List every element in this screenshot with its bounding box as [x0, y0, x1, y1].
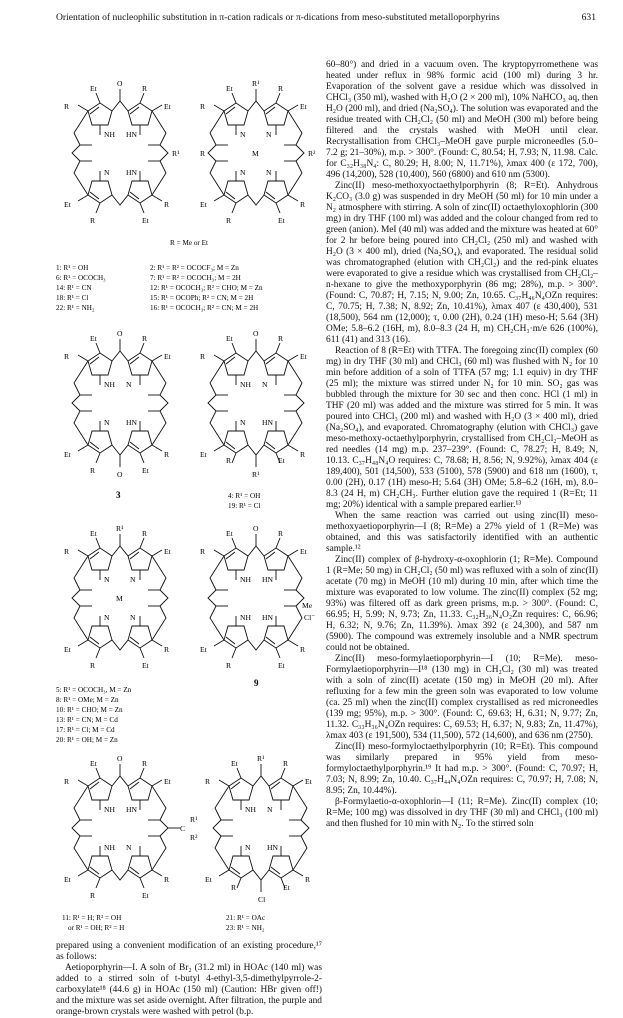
svg-text:R: R [142, 529, 148, 538]
label-6: 6: R¹ = OCOCH₃ [56, 274, 106, 282]
svg-text:Et: Et [164, 352, 171, 361]
svg-text:R: R [226, 661, 232, 670]
label-5: 5: R¹ = OCOCH₃, M = Zn [56, 686, 132, 694]
svg-text:Et: Et [205, 875, 212, 884]
svg-text:O: O [253, 524, 259, 533]
svg-text:HN: HN [126, 130, 137, 139]
paragraph: β-Formylaetio-α-oxophlorin—I (11; R=Me). Zinc(II) complex (10; R=Me; 100 mg) was dissolved in dry THF (30 ml) and CHCl₃ (100 ml) and then flushed for 10 min with N₂. To the stirred soln [326, 797, 598, 829]
label-23: 23: R¹ = NH₂ [226, 924, 265, 932]
svg-text:HN: HN [126, 805, 137, 814]
page-number: 631 [581, 12, 596, 23]
svg-text:R¹: R¹ [252, 79, 260, 88]
paragraph: Zinc(II) complex of β-hydroxy-α-oxophlorin (1; R=Me). Compound 1 (R=Me; 50 mg) in CH₂Cl₂ (50 ml) was refluxed with a soln of zinc(II) acetate (70 mg) in MeOH (10 ml) during 10 min, after which time the mixture was evaporated to low volume. The zinc(II) complex (52 mg; 93%) was filtered off as dark green prisms, m.p. > 300°. (Found: C, 66.95; H, 5.99; N, 9.73; Zn, 11.33. C₃₂H₃₆N₄O₂Zn requires: C, 66.96; H, 6.32; N, 9.76; Zn, 11.39%). λmax 392 (ε 24,300), and 587 nm (5900). The compound was extremely insoluble and a NMR spectrum could not be obtained. [326, 555, 598, 653]
svg-text:R: R [200, 149, 206, 158]
svg-text:N: N [267, 805, 273, 814]
svg-text:R: R [142, 334, 148, 343]
svg-text:Et: Et [283, 883, 290, 892]
svg-text:R: R [200, 352, 206, 361]
paragraph: 60–80°) and dried in a vacuum oven. The kryptopyrromethene was heated under reflux in 98% formic acid (100 ml) during 3 hr. Evaporation of the solvent gave a residue which was dissolved in CHCl₃ (350 ml), washed with H₂O (2 × 200 ml), 10% NaHCO₃ aq, then H₂O (200 ml), and dried (Na₂SO₄). The solution was evaporated and the residue treated with CH₂Cl₂ (50 ml) and MeOH (300 ml) before being filtered and the crystals washed with MeOH until clear. Recrystallisation from CHCl₃–MeOH gave purple microneedles (5.0–7.2 g; 21–30%), m.p. > 300°. (Found: C, 80.54; H, 7.93; N, 11.98. Calc. for C₃₂H₃₈N₄: C, 80.29; H, 8.00; N, 11.71%), λmax 400 (ε 172, 700), 496 (14,200), 528 (10,400), 560 (6800) and 610 nm (5300). [326, 60, 598, 180]
structure-9 [200, 524, 315, 670]
porphyrin-structures-svg [56, 58, 322, 938]
svg-text:Et: Et [278, 661, 285, 670]
structure-5 [64, 524, 172, 670]
svg-text:R: R [205, 777, 211, 786]
svg-text:M: M [252, 149, 259, 158]
svg-text:NH: NH [104, 380, 115, 389]
svg-text:R: R [142, 759, 148, 768]
structure-11 [64, 754, 198, 900]
running-header [56, 12, 596, 23]
left-column-text [56, 941, 322, 1018]
svg-text:N: N [126, 843, 132, 852]
paragraph: When the same reaction was carried out using zinc(II) meso-methoxyaetioporphyrin—I (8; R=Me) a 27% yield of 1 (R=Me) was obtained, and this was satisfactorily identified with an authentic sample.¹² [326, 511, 598, 554]
paragraph: Zinc(II) meso-formylaetioporphyrin—I (10; R=Me). meso-Formylaetioporphyrin—I¹⁸ (130 mg) in CH₂Cl₂ (30 ml) was treated with a soln of zinc(II) acetate (150 mg) in MeOH (20 ml). After refluxing for a few min the green soln was evaporated to low volume (ca. 25 ml) when the zinc(II) complex crystallised as red microneedles (139 mg; 95%), m.p. > 300°. (Found: C, 69.63; H, 6.31; N, 9.77; Zn, 11.32. C₃₃H₃₆N₄OZn requires: C, 69.53; H, 6.37; N, 9.83; Zn, 11.47%), λmax 403 (ε 191,500), 534 (11,500), 572 (14,600), and 636 nm (2750). [326, 654, 598, 741]
label-9: 9 [254, 678, 259, 688]
label-12: 12: R¹ = OCOCH₃; R² = CHO; M = Zn [150, 284, 263, 292]
structure-figure [56, 58, 322, 938]
svg-text:N: N [104, 575, 110, 584]
svg-text:N: N [104, 418, 110, 427]
svg-text:R¹: R¹ [252, 470, 260, 479]
svg-text:Et: Et [300, 547, 307, 556]
svg-text:R: R [278, 84, 284, 93]
svg-text:Et: Et [64, 450, 71, 459]
label-2: 2: R¹ = R² = OCOCF₃; M = Zn [150, 264, 239, 272]
svg-text:Et: Et [164, 777, 171, 786]
svg-text:Et: Et [90, 759, 97, 768]
svg-text:N: N [240, 130, 246, 139]
label-1: 1: R¹ = OH [56, 264, 89, 272]
r-definition: R = Me or Et [170, 239, 208, 247]
labels-group21 [226, 914, 265, 932]
svg-text:Et: Et [231, 759, 238, 768]
svg-text:R: R [142, 84, 148, 93]
svg-text:Et: Et [278, 216, 285, 225]
svg-text:C: C [180, 824, 186, 833]
svg-text:Et: Et [142, 466, 149, 475]
svg-text:R: R [226, 456, 232, 465]
svg-text:NH: NH [104, 843, 115, 852]
svg-text:HN: HN [126, 418, 137, 427]
svg-text:Et: Et [305, 777, 312, 786]
labels-group5 [56, 686, 132, 744]
svg-text:NH: NH [245, 805, 256, 814]
svg-text:Et: Et [64, 645, 71, 654]
label-13: 13: R¹ = CN; M = Cd [56, 716, 118, 724]
label-7: 7: R¹ = R² = OCOCH₃; M = 2H [150, 274, 241, 282]
svg-text:O: O [117, 79, 123, 88]
svg-text:NH: NH [104, 130, 115, 139]
svg-text:R: R [226, 216, 232, 225]
svg-text:HN: HN [267, 843, 278, 852]
svg-text:Et: Et [90, 84, 97, 93]
svg-text:Me: Me [302, 601, 313, 610]
svg-text:Et: Et [300, 102, 307, 111]
svg-text:NH: NH [104, 805, 115, 814]
svg-text:O: O [117, 329, 123, 338]
svg-text:N: N [126, 380, 132, 389]
svg-text:R¹: R¹ [116, 524, 124, 533]
svg-text:NH: NH [240, 380, 251, 389]
svg-text:R: R [164, 645, 170, 654]
structure-4 [200, 329, 308, 479]
paragraph: Aetioporphyrin—I. A soln of Br₂ (31.2 ml) in HOAc (140 ml) was added to a stirred soln of t-butyl 4-ethyl-3,5-dimethylpyrrole-2-carboxylate¹⁸ (44.6 g) in HOAc (150 ml) (Caution: HBr given off!) and the mixture was set aside overnight. After filtration, the purple and orange-brown crystals were washed with petrol (b.p. [56, 963, 322, 1017]
svg-text:N: N [240, 168, 246, 177]
structure-3 [64, 329, 172, 479]
label-19: 19: R¹ = Cl [228, 502, 261, 510]
svg-text:R: R [300, 645, 306, 654]
label-22: 22: R¹ = NH₂ [56, 304, 95, 312]
svg-text:O: O [117, 470, 123, 479]
svg-text:R: R [200, 547, 206, 556]
svg-text:Et: Et [226, 334, 233, 343]
svg-text:R: R [90, 216, 96, 225]
svg-text:R: R [200, 102, 206, 111]
svg-text:R: R [164, 875, 170, 884]
svg-text:R¹: R¹ [190, 815, 198, 824]
svg-text:R: R [164, 200, 170, 209]
svg-text:N: N [130, 613, 136, 622]
svg-text:R: R [278, 334, 284, 343]
svg-text:Et: Et [164, 547, 171, 556]
svg-text:O: O [117, 754, 123, 763]
svg-text:Et: Et [90, 529, 97, 538]
svg-text:NH: NH [240, 575, 251, 584]
label-14: 14: R¹ = CN [56, 284, 92, 292]
label-20: 20: R¹ = OH; M = Zn [56, 736, 118, 744]
paragraph: prepared using a convenient modification of an existing procedure,¹⁷ as follows: [56, 941, 322, 962]
svg-text:Et: Et [200, 200, 207, 209]
svg-text:HN: HN [126, 168, 137, 177]
svg-text:N: N [245, 843, 251, 852]
svg-text:Et: Et [200, 645, 207, 654]
svg-text:Et: Et [142, 216, 149, 225]
svg-text:Et: Et [226, 529, 233, 538]
svg-text:NH: NH [240, 613, 251, 622]
svg-text:R: R [90, 891, 96, 900]
svg-text:N: N [266, 130, 272, 139]
svg-text:N: N [104, 613, 110, 622]
svg-text:HN: HN [262, 613, 273, 622]
paragraph: Zinc(II) meso-methoxyoctaethylporphyrin (8; R=Et). Anhydrous K₂CO₃ (3.0 g) was suspended in dry MeOH (50 ml) for 10 min under a N₂ atmosphere with stirring. A soln of zinc(II) octaethyloxophlorin (300 mg) in dry THF (100 ml) was added and the colour changed from red to green (anion). MeI (40 ml) was added and the mixture was heated at 60° for 2 hr before being poured into CH₂Cl₂ (250 ml) and washed with H₂O (3 × 400 ml), dried (Na₂SO₄), and evaporated. The residual solid was chromatographed (elution with CH₂Cl₂) and the red-pink eluates were evaporated to give a residue which was crystallised from CH₂Cl₂–n-hexane to give the methoxyporphyrin (86 mg; 28%), m.p. > 300°. (Found: C, 70.87; H, 7.15; N, 9.00; Zn, 10.65. C₃₇H₄₆N₄OZn requires: C, 70.75; H, 7.38; N, 8.92; Zn, 10.41%), λmax 407 (ε 430,400), 531 (18,500), 564 nm (12,000); τ, 0.00 (2H), 0.24 (1H) meso-H; 5.64 (3H) OMe; 5.8–6.2 (16H, m), 8.0–8.3 (24 H, m) CH₂CH₃·m/e 626 (100%), 611 (41) and 313 (16). [326, 181, 598, 345]
svg-text:R: R [231, 883, 237, 892]
svg-text:Et: Et [64, 200, 71, 209]
structure-metalloporphyrin-2 [200, 79, 316, 225]
svg-text:R: R [278, 529, 284, 538]
svg-text:R: R [90, 661, 96, 670]
svg-text:Cl⁻: Cl⁻ [304, 613, 316, 622]
svg-text:R²: R² [308, 149, 316, 158]
paragraph: Zinc(II) meso-formyloctaethylporphyrin (10; R=Et). This compound was similarly prepared in 95% yield from meso-formyloctaethylporphyrin.¹⁹ It had m.p. > 300°. (Found: C, 70.97; H, 7.03; N, 8.99; Zn, 10.40. C₃₇H₄₄N₄OZn requires: C, 70.97; H, 7.08; N, 8.95; Zn, 10.44%). [326, 742, 598, 796]
svg-text:HN: HN [262, 575, 273, 584]
svg-text:R: R [283, 759, 289, 768]
label-8: 8: R¹ = OMe; M = Zn [56, 696, 119, 704]
svg-text:N: N [262, 380, 268, 389]
svg-text:Et: Et [142, 661, 149, 670]
label-4: 4: R¹ = OH [228, 492, 261, 500]
svg-text:R: R [90, 466, 96, 475]
label-16: 16: R¹ = OCOCH₃; R² = CN; M = 2H [150, 304, 259, 312]
svg-text:N: N [130, 575, 136, 584]
svg-text:R: R [64, 102, 70, 111]
svg-text:Et: Et [164, 102, 171, 111]
svg-text:Et: Et [200, 450, 207, 459]
labels-group11 [62, 914, 124, 932]
labels-group4 [228, 492, 260, 510]
svg-text:HN: HN [262, 418, 273, 427]
svg-text:Et: Et [64, 875, 71, 884]
svg-text:R: R [300, 200, 306, 209]
svg-text:Et: Et [278, 456, 285, 465]
structure-oxophlorin [64, 79, 179, 225]
label-11-alt: or R¹ = OH; R² = H [68, 924, 125, 932]
svg-text:R¹: R¹ [172, 149, 180, 158]
svg-text:Et: Et [142, 891, 149, 900]
label-21: 21: R¹ = OAc [226, 914, 266, 922]
labels-group1 [56, 264, 106, 312]
label-3: 3 [116, 490, 121, 500]
svg-text:R¹: R¹ [257, 754, 265, 763]
structure-21 [205, 754, 313, 904]
svg-text:R: R [305, 875, 311, 884]
labels-group2 [150, 264, 263, 312]
svg-text:R: R [64, 777, 70, 786]
running-title: Orientation of nucleophilic substitution in π-cation radicals or π-dications from meso-substituted metalloporphyrins [56, 12, 500, 23]
svg-text:R: R [64, 352, 70, 361]
svg-text:O: O [253, 329, 259, 338]
svg-text:Cl: Cl [258, 895, 266, 904]
svg-text:R²: R² [190, 833, 198, 842]
svg-text:Et: Et [226, 84, 233, 93]
label-10: 10: R¹ = CHO; M = Zn [56, 706, 123, 714]
svg-text:R: R [64, 547, 70, 556]
svg-text:R: R [164, 450, 170, 459]
svg-text:Et: Et [90, 334, 97, 343]
svg-text:N: N [240, 418, 246, 427]
label-11: 11: R¹ = H; R² = OH [62, 914, 122, 922]
svg-text:Et: Et [300, 352, 307, 361]
svg-text:N: N [266, 168, 272, 177]
label-15: 15: R¹ = OCOPh; R² = CN; M = 2H [150, 294, 254, 302]
svg-text:R: R [300, 450, 306, 459]
svg-text:N: N [104, 168, 110, 177]
svg-text:M: M [116, 594, 123, 603]
paragraph: Reaction of 8 (R=Et) with TTFA. The foregoing zinc(II) complex (60 mg) in dry THF (30 ml) and CHCl₃ (60 ml) was flushed with N₂ for 10 min before addition of a soln of TTFA (57 mg; 1.1 equiv) in dry THF (25 ml); the mixture was stirred under N₂ for 10 min. SO₂ gas was bubbled through the mixture for 30 sec and then conc. HCl (1 ml) in THF (20 ml) was added and the mixture was stirred for 5 min. It was poured into CHCl₃ (200 ml) and washed with H₂O (3 × 400 ml), dried (Na₂SO₄), and evaporated. Chromatography (elution with CHCl₃) gave meso-methoxy-octaethylporphyrin, crystallised from CH₂Cl₂–MeOH as red needles (14 mg) m.p. 237–239°. (Found: C, 78.27; H, 8.49; N, 10.13. C₃₇H₄₈N₄O requires: C, 78.68; H, 8.56; N, 9.92%), λmax 404 (ε 189,400), 501 (14,500), 533 (5100), 578 (5900) and 618 nm (1600), τ, 0.00 (2H), 0.17 (1H) meso-H; 5.64 (3H) OMe; 5.8–6.2 (16H, m), 8.0–8.3 (24 H, m) CH₂CH₃. Further elution gave the required 1 (R=Et; 11 mg; 20%) identical with a sample prepared earlier.¹³ [326, 346, 598, 510]
right-column-text [326, 60, 598, 830]
label-17: 17: R¹ = Cl; M = Cd [56, 726, 115, 734]
label-18: 18: R¹ = Cl [56, 294, 89, 302]
